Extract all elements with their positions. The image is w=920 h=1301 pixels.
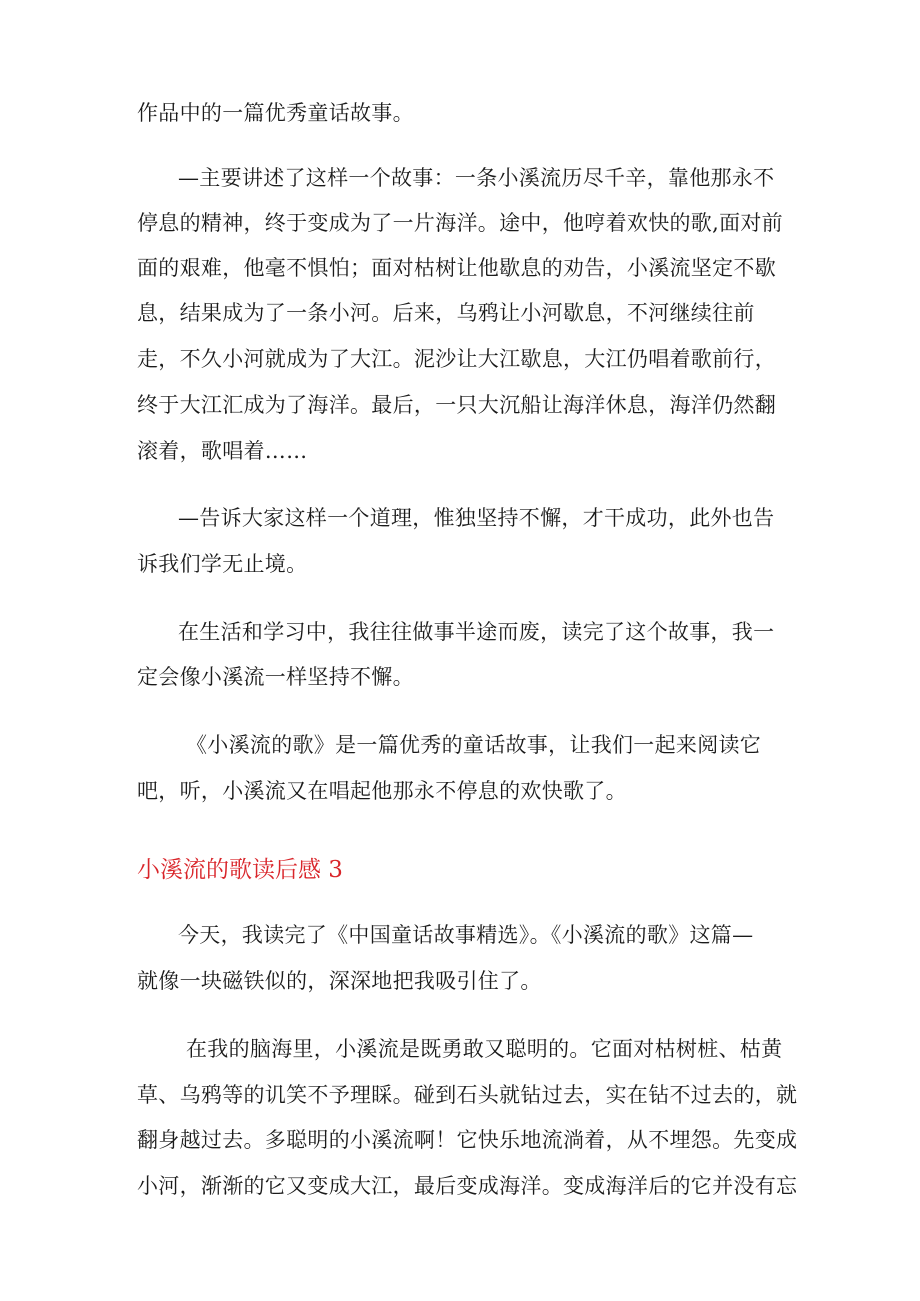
paragraph-line: 《小溪流的歌》是一篇优秀的童话故事，让我们一起来阅读它 bbox=[186, 733, 762, 757]
paragraph-line: 面的艰难，他毫不惧怕；面对枯树让他歇息的劝告，小溪流坚定不歇 bbox=[137, 256, 776, 280]
paragraph-line: 草、乌鸦等的讥笑不予理睬。碰到石头就钻过去，实在钻不过去的，就 bbox=[137, 1083, 798, 1107]
paragraph-line: 诉我们学无止境。 bbox=[137, 552, 308, 576]
paragraph-line: 就像一块磁铁似的，深深地把我吸引住了。 bbox=[137, 969, 542, 993]
section-heading: 小溪流的歌读后感 3 bbox=[137, 857, 343, 883]
paragraph-line: 滚着，歌唱着…… bbox=[137, 439, 308, 463]
paragraph-line: —主要讲述了这样一个故事：一条小溪流历尽千辛，靠他那永不 bbox=[178, 166, 775, 190]
paragraph-line: 吧，听，小溪流又在唱起他那永不停息的欢快歌了。 bbox=[137, 779, 627, 803]
paragraph-line: 终于大江汇成为了海洋。最后，一只大沉船让海洋休息，海洋仍然翻 bbox=[137, 393, 776, 417]
paragraph-line: 在我的脑海里，小溪流是既勇敢又聪明的。它面对枯树桩、枯黄 bbox=[186, 1037, 783, 1061]
paragraph-line: 息，结果成为了一条小河。后来，乌鸦让小河歇息，不河继续往前 bbox=[137, 301, 755, 325]
paragraph-line: 小河，渐渐的它又变成大江，最后变成海洋。变成海洋后的它并没有忘 bbox=[137, 1174, 798, 1198]
paragraph-line: 在生活和学习中，我往往做事半途而废，读完了这个故事，我一 bbox=[178, 620, 775, 644]
paragraph-line: 定会像小溪流一样坚持不懈。 bbox=[137, 665, 414, 689]
paragraph-line: 停息的精神，终于变成为了一片海洋。途中，他哼着欢快的歌,面对前 bbox=[137, 211, 783, 235]
paragraph-line: 作品中的一篇优秀童话故事。 bbox=[137, 101, 414, 125]
paragraph-line: 翻身越过去。多聪明的小溪流啊！它快乐地流淌着，从不埋怨。先变成 bbox=[137, 1128, 798, 1152]
paragraph-line: 走，不久小河就成为了大江。泥沙让大江歇息，大江仍唱着歌前行， bbox=[137, 347, 776, 371]
paragraph-line: 今天，我读完了《中国童话故事精选》。《小溪流的歌》这篇— bbox=[178, 923, 754, 947]
paragraph-line: —告诉大家这样一个道理，惟独坚持不懈，才干成功，此外也告 bbox=[178, 506, 775, 530]
